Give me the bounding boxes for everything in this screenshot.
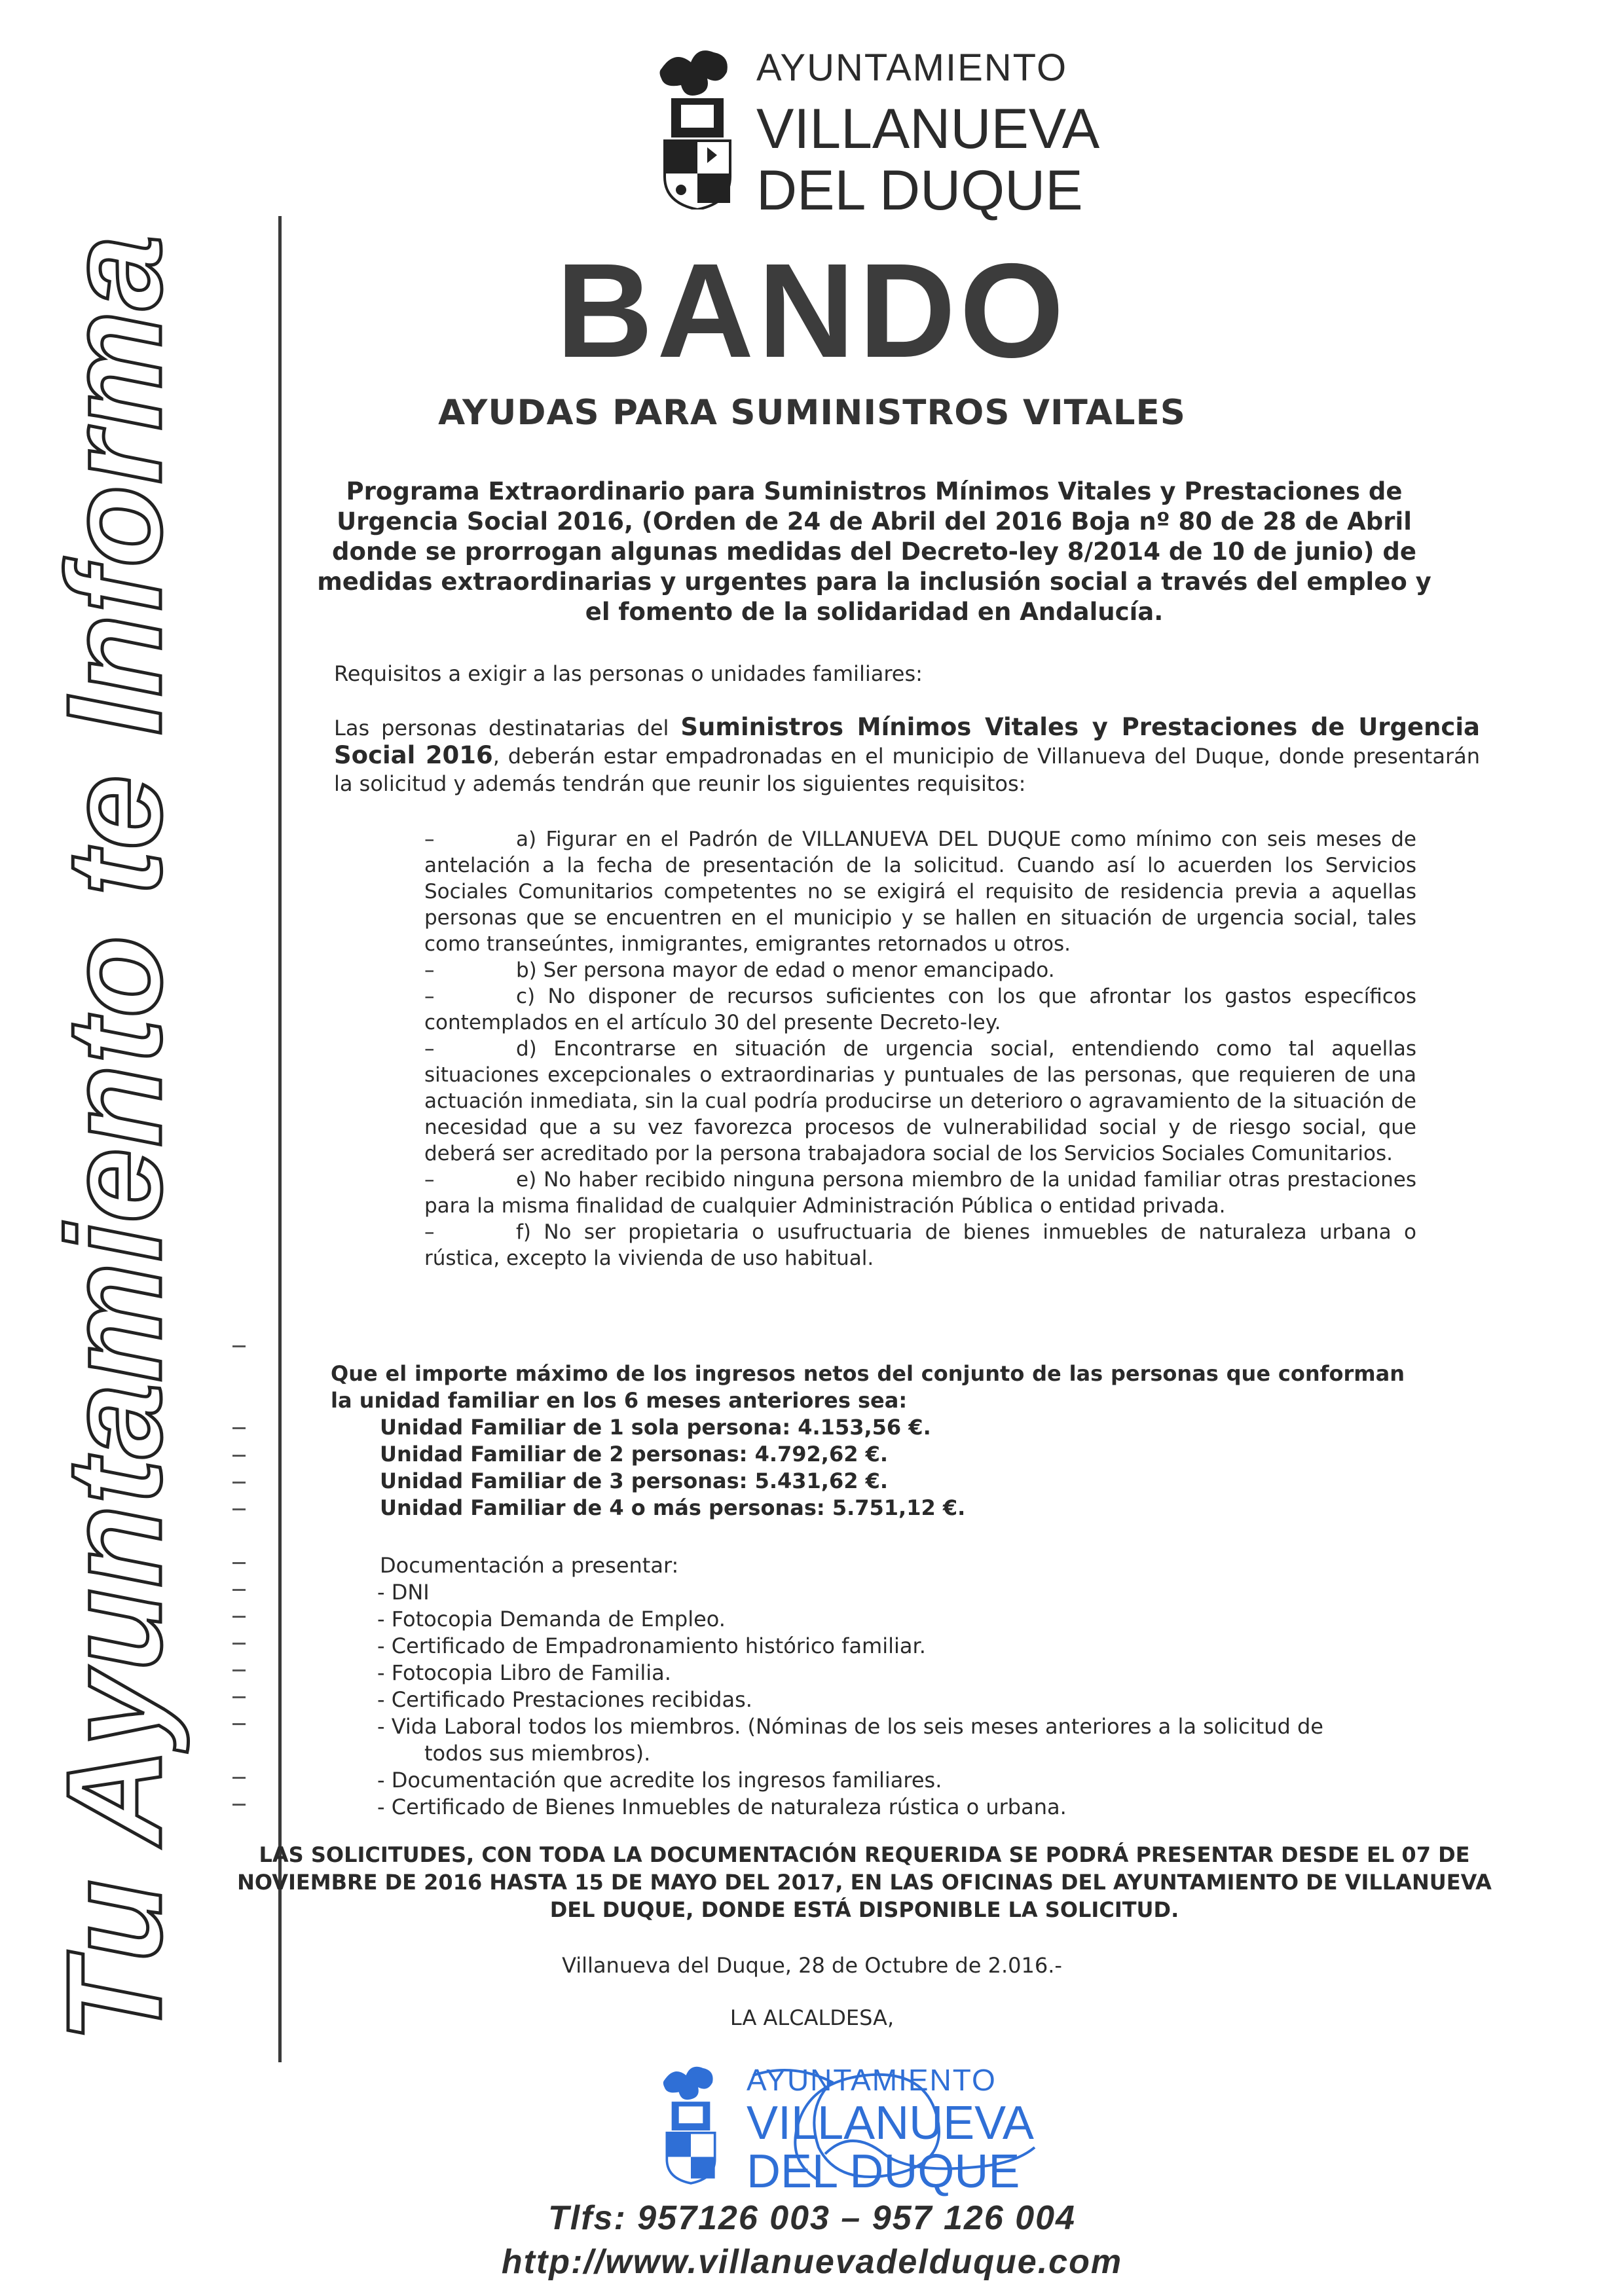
requirement-item	[424, 983, 1416, 1036]
document-item-continuation: todos sus miembros).	[424, 1741, 651, 1766]
document-item: - Vida Laboral todos los miembros. (Nóminas de los seis meses anteriores a la solicitud de	[377, 1714, 1323, 1739]
sidebar-divider	[278, 216, 282, 2062]
margin-dash	[232, 1669, 246, 1671]
margin-dash	[232, 1616, 246, 1618]
recipients-paragraph	[334, 714, 1480, 797]
requirement-text: c) No disponer de recursos suficientes con los que afrontar los gastos específicos contemplados en el artículo 30 del presente Decreto-ley.	[424, 985, 1416, 1034]
logo-line-1: AYUNTAMIENTO	[756, 46, 1068, 89]
list-dash: –	[424, 828, 435, 851]
page-title: BANDO	[556, 236, 1068, 386]
stamp-line-2: VILLANUEVA	[747, 2097, 1034, 2149]
requirement-text: b) Ser persona mayor de edad o menor emancipado.	[516, 958, 1055, 982]
income-intro: Que el importe máximo de los ingresos netos del conjunto de las personas que conforman la unidad familiar en los 6 meses anteriores sea:	[331, 1361, 1405, 1413]
document-item: - Certificado de Bienes Inmuebles de naturaleza rústica o urbana.	[377, 1795, 1067, 1819]
list-dash: –	[424, 1220, 435, 1244]
margin-dash	[232, 1482, 246, 1484]
list-dash: –	[424, 1037, 435, 1061]
document-item: - DNI	[377, 1580, 430, 1605]
recipients-lead: Las personas destinatarias del	[334, 716, 681, 740]
documents-list	[377, 1579, 1323, 1821]
requirement-item	[424, 826, 1416, 957]
recipients-rest: , deberán estar empadronadas en el municipio de Villanueva del Duque, donde presentarán la solicitud y además tendrán que reunir los siguientes requisitos:	[334, 744, 1480, 796]
requirement-item	[424, 1167, 1416, 1219]
stamp-line-1: AYUNTAMIENTO	[747, 2063, 997, 2097]
documents-title: Documentación a presentar:	[380, 1553, 679, 1578]
stamp-logo	[655, 2056, 1074, 2196]
sidebar-slogan: Tu Ayuntamiento te Informa	[39, 234, 189, 2043]
income-item: Unidad Familiar de 4 o más personas: 5.751,12 €.	[380, 1495, 966, 1520]
submission-notice: LAS SOLICITUDES, CON TODA LA DOCUMENTACIÓN REQUERIDA SE PODRÁ PRESENTAR DESDE EL 07 DE NOVIEMBRE DE 2016 HASTA 15 DE MAYO DEL 2017, EN LAS OFICINAS DEL AYUNTAMIENTO DE VILLANUEVA DEL DUQUE, DONDE ESTÁ DISPONIBLE LA SOLICITUD.	[237, 1842, 1492, 1922]
requirement-text: a) Figurar en el Padrón de VILLANUEVA DEL DUQUE como mínimo con seis meses de antelación a la fecha de presentación de la solicitud. Cuando así lo acuerden los Servicios Sociales Comunitarios competentes no se exigirá el requisito de residencia previa a aquellas personas que se encuentren en el municipio y se hallen en situación de urgencia social, tales como transeúntes, inmigrantes, emigrantes retornados u otros.	[424, 828, 1416, 956]
margin-dash	[232, 1345, 246, 1347]
document-item: - Fotocopia Demanda de Empleo.	[377, 1607, 726, 1631]
margin-dash	[232, 1589, 246, 1591]
signature-icon	[655, 2056, 1074, 2196]
margin-dash	[232, 1643, 246, 1645]
requirement-item	[424, 1036, 1416, 1167]
requirement-text: d) Encontrarse en situación de urgencia social, entendiendo como tal aquellas situaciones excepcionales o extraordinarias y puntuales de las personas, que requieren de una actuación inmediata, sin la cual podría producirse un deterioro o agravamiento de la situación de necesidad que a su vez favorezca procesos de vulnerabilidad social y de riesgo social, que deberá ser acreditado por la persona trabajadora social de los Servicios Sociales Comunitarios.	[424, 1037, 1416, 1165]
requirement-item	[424, 957, 1416, 983]
requirements-intro: Requisitos a exigir a las personas o unidades familiares:	[334, 661, 923, 686]
municipal-logo	[648, 46, 1100, 222]
signer-title: LA ALCALDESA,	[729, 2005, 895, 2030]
document-item: - Certificado Prestaciones recibidas.	[377, 1687, 752, 1712]
program-name: Suministros Mínimos Vitales y Prestaciones de Urgencia Social 2016	[334, 713, 1481, 769]
income-item: Unidad Familiar de 3 personas: 5.431,62 €.	[380, 1468, 889, 1493]
document-item: - Fotocopia Libro de Familia.	[377, 1660, 671, 1685]
page-subtitle: AYUDAS PARA SUMINISTROS VITALES	[438, 393, 1186, 433]
list-dash: –	[424, 958, 435, 982]
coat-of-arms-icon	[648, 49, 747, 210]
income-item: Unidad Familiar de 2 personas: 4.792,62 €.	[380, 1442, 889, 1467]
document-item: - Documentación que acredite los ingresos familiares.	[377, 1768, 942, 1793]
income-item: Unidad Familiar de 1 sola persona: 4.153,56 €.	[380, 1415, 931, 1440]
logo-line-2: VILLANUEVA	[756, 98, 1100, 160]
margin-dash	[232, 1508, 246, 1510]
logo-line-3: DEL DUQUE	[756, 159, 1083, 222]
margin-dash	[232, 1723, 246, 1725]
margin-dash	[232, 1562, 246, 1564]
margin-dash	[232, 1427, 246, 1429]
date-line: Villanueva del Duque, 28 de Octubre de 2.016.-	[562, 1953, 1062, 1978]
stamp-line-3: DEL DUQUE	[747, 2145, 1020, 2198]
phone-numbers: Tlfs: 957126 003 – 957 126 004	[548, 2199, 1076, 2237]
list-dash: –	[424, 985, 435, 1008]
document-item: - Certificado de Empadronamiento histórico familiar.	[377, 1633, 926, 1658]
margin-dash	[232, 1804, 246, 1806]
requirement-text: e) No haber recibido ninguna persona miembro de la unidad familiar otras prestaciones para la misma finalidad de cualquier Administración Pública o entidad privada.	[424, 1168, 1416, 1218]
requirement-item	[424, 1219, 1416, 1271]
requirement-text: f) No ser propietaria o usufructuaria de bienes inmuebles de naturaleza urbana o rústica, excepto la vivienda de uso habitual.	[424, 1220, 1416, 1270]
margin-dash	[232, 1696, 246, 1698]
requirements-list	[424, 826, 1416, 1271]
margin-dash	[232, 1455, 246, 1457]
website-link[interactable]: http://www.villanuevadelduque.com	[501, 2243, 1123, 2281]
list-dash: –	[424, 1168, 435, 1192]
program-description: Programa Extraordinario para Suministros Mínimos Vitales y Prestaciones de Urgencia Social 2016, (Orden de 24 de Abril del 2016 Boja nº 80 de 28 de Abril donde se prorrogan algunas medidas del Decreto-ley 8/2014 de 10 de junio) de medidas extraordinarias y urgentes para la inclusión social a través del empleo y el fomento de la solidaridad en Andalucía.	[317, 477, 1431, 626]
income-list	[380, 1414, 965, 1522]
margin-dash	[232, 1777, 246, 1779]
